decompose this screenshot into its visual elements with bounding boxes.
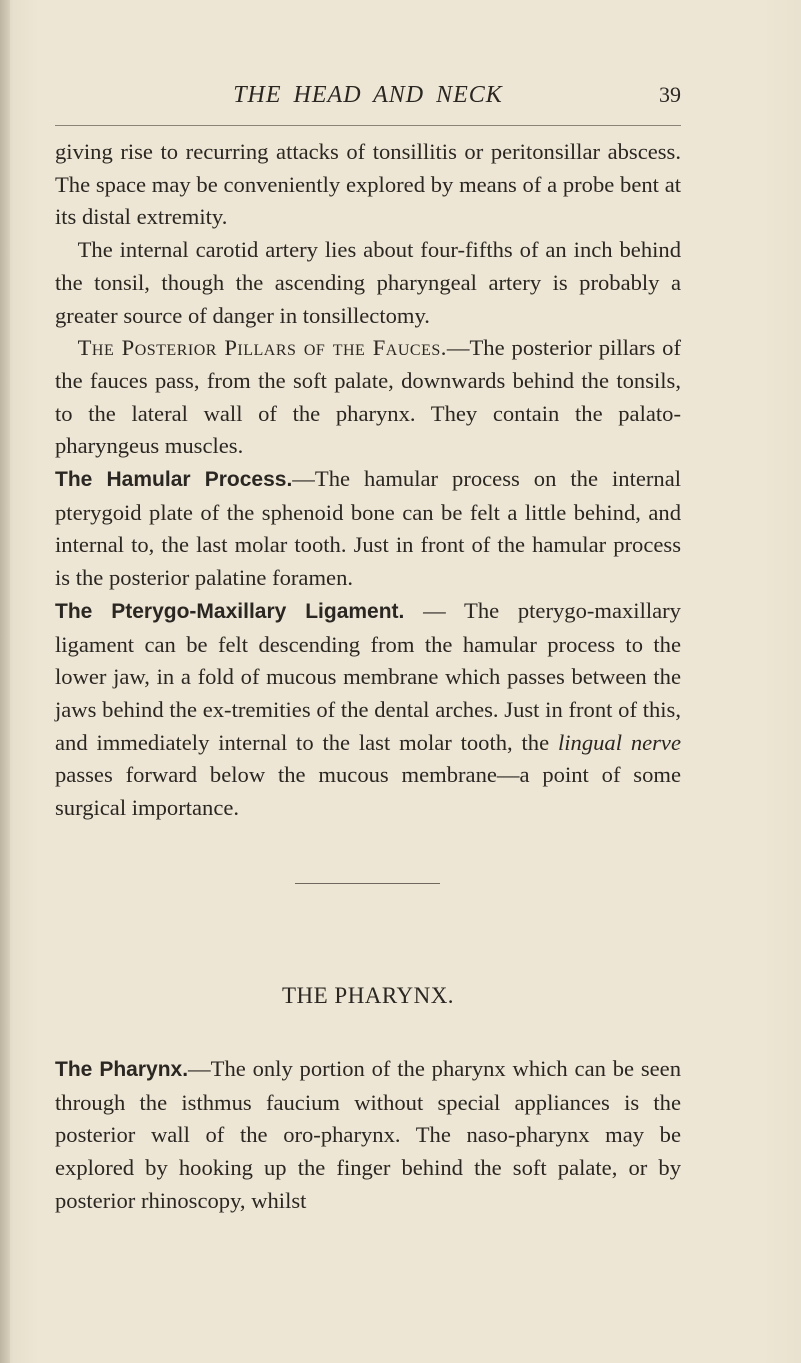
header-rule [55, 125, 681, 126]
pharynx-text: —The only portion of the pharynx which can be seen through the isthmus faucium without special appliances is the posterior wall of the oro-pharynx. The naso-pharynx may be explored by hooking up the finger behind the soft palate, or by posterior rhinoscopy, whilst [55, 1056, 681, 1213]
paragraph-carotid [55, 234, 681, 332]
hamular-process-text: —The hamular process on the internal pterygoid plate of the sphenoid bone can be felt a little behind, and internal to, the last molar tooth. Just in front of the hamular process is the posterior palatine foramen. [55, 466, 681, 591]
page-number: 39 [659, 82, 681, 107]
pterygo-maxillary-heading: The Pterygo-Maxillary Ligament. [55, 599, 405, 623]
paragraph-pharynx [55, 1053, 681, 1218]
paragraph-carotid-text: The internal carotid artery lies about four-fifths of an inch behind the tonsil, though the ascending pharyngeal artery is probably a greater source of danger in tonsillectomy. [55, 237, 681, 328]
hamular-process-heading: The Hamular Process. [55, 468, 293, 492]
paragraph-posterior-pillars [55, 332, 681, 463]
spine-shadow [0, 0, 10, 1363]
running-head [55, 82, 681, 112]
body-text [55, 136, 681, 825]
body-text-pharynx [55, 1053, 681, 1218]
running-title: THE HEAD AND NECK [233, 82, 503, 108]
pharynx-heading: The Pharynx. [55, 1058, 189, 1081]
pterygo-maxillary-text-a: — The pterygo-maxillary ligament can be felt descending from the hamular process to the lower jaw, in a fold of mucous membrane which passes between the jaws behind the ex-tremities of the dental arches. Just in front of this, and immediately internal to the last molar tooth, the [55, 597, 681, 755]
lingual-nerve-term: lingual nerve [557, 729, 681, 755]
section-title: THE PHARYNX. [281, 983, 455, 1008]
paragraph-continuation: giving rise to recurring attacks of tonsillitis or peritonsillar abscess. The space may be conveniently explored by means of a probe bent at its distal extremity. [55, 139, 681, 230]
posterior-pillars-heading: The Posterior Pillars of the Fauces. [77, 335, 447, 361]
paragraph-hamular-process [55, 463, 681, 595]
paragraph-pterygo-maxillary [55, 595, 681, 825]
section-divider [295, 883, 440, 884]
pterygo-maxillary-text-b: passes forward below the mucous membrane—a point of some surgical importance. [55, 762, 681, 821]
posterior-pillars-text: —The posterior pillars of the fauces pass, from the soft palate, downwards behind the tonsils, to the lateral wall of the pharynx. They contain the palato-pharyngeus muscles. [55, 335, 681, 459]
